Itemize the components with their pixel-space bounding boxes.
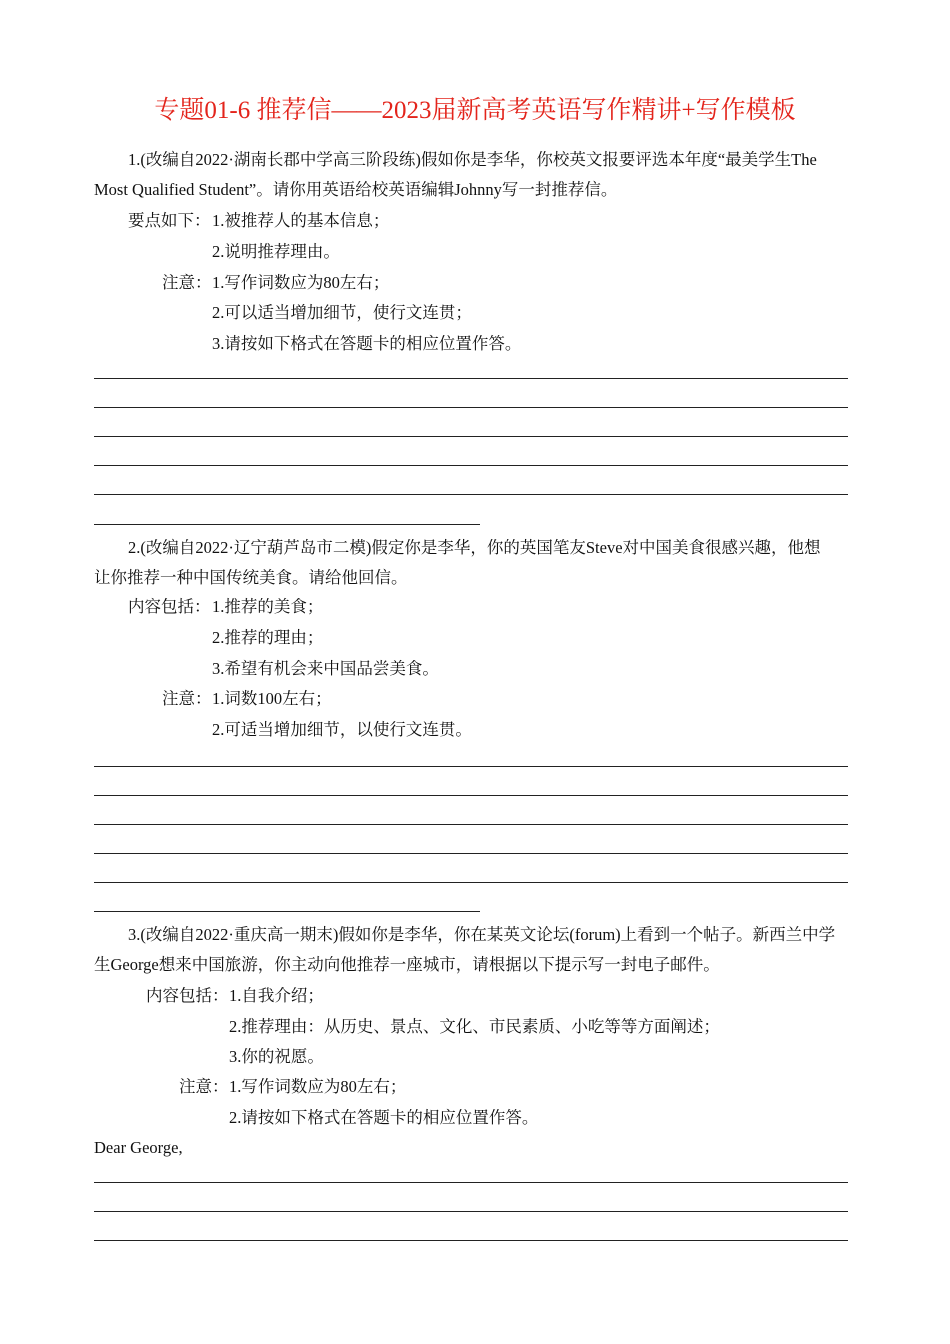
- q2-content-label: 内容包括：: [128, 597, 211, 616]
- q1-points-label: 要点如下：: [128, 211, 211, 230]
- page-title: 专题01-6 推荐信——2023届新高考英语写作精讲+写作模板: [154, 97, 796, 124]
- q2-item-2: 2.推荐的理由；: [212, 628, 324, 647]
- q1-note-2: 2.可以适当增加细节，使行文连贯；: [212, 303, 472, 322]
- q2-prompt-line-1: 2.(改编自2022·辽宁葫芦岛市二模)假定你是李华，你的英国笔友Steve对中国美食很感兴趣，他想: [128, 538, 821, 557]
- q1-point-2: 2.说明推荐理由。: [212, 242, 340, 261]
- answer-line: [94, 911, 480, 912]
- q2-item-1: 1.推荐的美食；: [212, 597, 324, 616]
- answer-line: [94, 407, 848, 408]
- answer-line: [94, 824, 848, 825]
- answer-line: [94, 882, 848, 883]
- q1-note-1: 1.写作词数应为80左右；: [212, 273, 390, 292]
- answer-line: [94, 378, 848, 379]
- answer-line: [94, 436, 848, 437]
- q1-prompt-line-2: Most Qualified Student”。请你用英语给校英语编辑Johnny写一封推荐信。: [94, 180, 618, 199]
- q2-item-3: 3.希望有机会来中国品尝美食。: [212, 659, 439, 678]
- q1-prompt-line-1: 1.(改编自2022·湖南长郡中学高三阶段练)假如你是李华，你校英文报要评选本年度“最美学生The: [128, 150, 817, 169]
- q1-point-1: 1.被推荐人的基本信息；: [212, 211, 390, 230]
- answer-line: [94, 853, 848, 854]
- q2-note-2: 2.可适当增加细节，以使行文连贯。: [212, 720, 472, 739]
- q1-note-3: 3.请按如下格式在答题卡的相应位置作答。: [212, 334, 522, 353]
- answer-line: [94, 1211, 848, 1212]
- q3-item-2: 2.推荐理由：从历史、景点、文化、市民素质、小吃等等方面阐述；: [229, 1017, 720, 1036]
- q3-note-2: 2.请按如下格式在答题卡的相应位置作答。: [229, 1108, 539, 1127]
- answer-line: [94, 1182, 848, 1183]
- answer-line: [94, 524, 480, 525]
- q2-prompt-line-2: 让你推荐一种中国传统美食。请给他回信。: [94, 568, 408, 587]
- q3-item-1: 1.自我介绍；: [229, 986, 324, 1005]
- q2-note-1: 1.词数100左右；: [212, 689, 332, 708]
- q2-notes-label: 注意：: [162, 689, 212, 708]
- q3-notes-label: 注意：: [179, 1077, 229, 1096]
- answer-line: [94, 766, 848, 767]
- q3-prompt-line-2: 生George想来中国旅游，你主动向他推荐一座城市，请根据以下提示写一封电子邮件。: [94, 955, 720, 974]
- answer-line: [94, 465, 848, 466]
- q3-item-3: 3.你的祝愿。: [229, 1047, 324, 1066]
- answer-line: [94, 494, 848, 495]
- q3-salutation: Dear George,: [94, 1138, 183, 1157]
- q3-prompt-line-1: 3.(改编自2022·重庆高一期末)假如你是李华，你在某英文论坛(forum)上看到一个帖子。新西兰中学: [128, 925, 836, 944]
- q3-content-label: 内容包括：: [146, 986, 229, 1005]
- q1-notes-label: 注意：: [162, 273, 212, 292]
- answer-line: [94, 795, 848, 796]
- q3-note-1: 1.写作词数应为80左右；: [229, 1077, 407, 1096]
- answer-line: [94, 1240, 848, 1241]
